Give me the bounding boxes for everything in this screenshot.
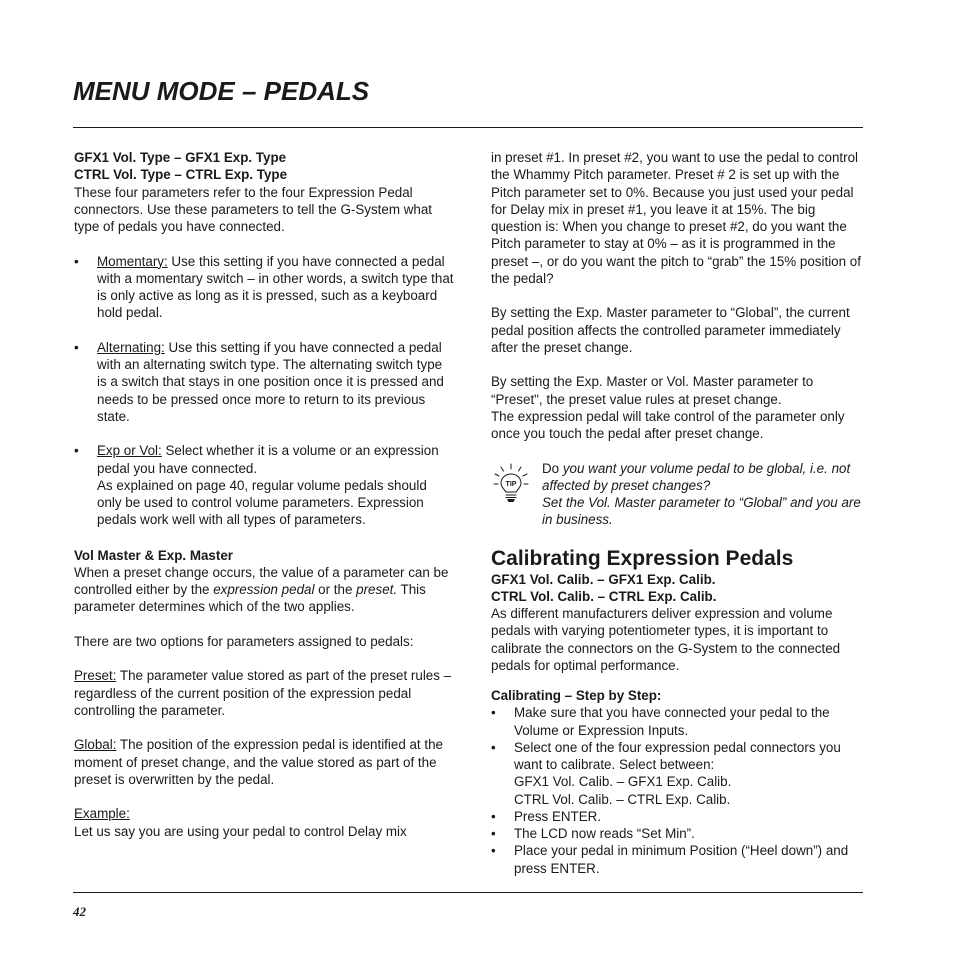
options-intro: There are two options for parameters assigned to pedals: [74,633,414,649]
top-divider [73,127,863,128]
global-option [74,736,454,788]
list-item [74,253,454,322]
emphasis-text: preset. [356,582,398,597]
term-description: Use this setting if you have connected a pedal with an alternating switch type. The alternating switch type is a switch that stays in one position once it is pressed and needs to be pressed once more to return to its previous state. [97,339,444,424]
example-label [74,805,454,822]
bullet: • [74,443,79,459]
left-column [74,149,454,840]
parameter-heading: GFX1 Vol. Type – GFX1 Exp. Type [74,150,287,165]
term-description: Use this setting if you have connected a pedal with a momentary switch – in other words, a switch type that is only active as long as it is pressed, such as a keyboard hold pedal. [97,253,454,321]
master-paragraph [74,564,454,616]
term-description: The position of the expression pedal is identified at the moment of preset change, and the value stored as part of the preset is overwritten by the pedal. [74,737,443,787]
preset-explanation-continued: The expression pedal will take control of the parameter only once you touch the pedal after preset change. [491,408,845,441]
tip-lightbulb-icon [493,462,529,504]
bullet: • [491,808,496,824]
step-subitem: GFX1 Vol. Calib. – GFX1 Exp. Calib. [514,774,732,790]
step-text: Select one of the four expression pedal connectors you want to calibrate. Select between: [514,739,841,772]
list-item [491,704,863,739]
text-run: Do [542,460,560,476]
text-run: When a preset change occurs, the value of a parameter can be controlled either by the [74,564,449,597]
calibration-steps-list [491,704,863,877]
term-note: As explained on page 40, regular volume pedals should only be used to control volume parameters. Expression pedals work well with all types of parameters. [97,477,427,528]
term-label: Momentary: [97,253,168,269]
page-number: 42 [73,904,86,919]
term-label: Example: [74,806,130,822]
list-item [491,842,863,877]
steps-heading: Calibrating – Step by Step: [491,688,662,703]
tip-box [491,460,863,529]
right-column [491,149,863,877]
section-subheading: Vol Master & Exp. Master [74,547,234,563]
section-heading: Calibrating Expression Pedals [491,546,794,570]
pedal-type-list [74,253,454,529]
bullet: • [491,705,496,721]
bullet: • [491,739,496,755]
bullet: • [491,843,496,859]
step-text: The LCD now reads “Set Min”. [514,826,695,841]
calibration-intro: As different manufacturers deliver expression and volume pedals with varying potentiometer types, it is important to calibrate the connectors on the G-System to the connected pedals for optimal performance. [491,606,841,673]
term-label: Alternating: [97,339,165,355]
example-text: Let us say you are using your pedal to control Delay mix [74,823,407,839]
term-label: Preset: [74,668,117,684]
text-run: This parameter determines which of the two applies. [74,582,426,615]
bullet: • [491,826,496,841]
list-item [74,339,454,425]
example-continued-paragraph: in preset #1. In preset #2, you want to use the pedal to control the Whammy Pitch parameter. Preset # 2 is set up with the Pitch parameter set to 0%. Because you just used your pedal for Delay mix in preset #1, you leave it at 15%. The big question is: When you change to preset #2, do you want the Pitch parameter to stay at 0% – as it is programmed in the preset –, or do you want the pitch to “grab” the 15% position of the pedal? [491,150,861,286]
bullet: • [74,253,79,269]
intro-paragraph: These four parameters refer to the four Expression Pedal connectors. Use these parameters to tell the G-System what type of pedals you have connected. [74,184,432,234]
step-text: Press ENTER. [514,808,602,824]
preset-option [74,667,454,719]
text-run: or the [314,582,357,597]
parameter-heading: CTRL Vol. Type – CTRL Exp. Type [74,167,288,183]
tip-answer: Set the Vol. Master parameter to “Global” and you are in business. [542,495,861,528]
tip-icon-label: TIP [505,480,517,488]
step-text: Make sure that you have connected your pedal to the Volume or Expression Inputs. [514,705,830,738]
list-item [491,739,863,808]
parameter-heading: CTRL Vol. Calib. – CTRL Exp. Calib. [491,588,717,604]
term-description: The parameter value stored as part of the preset rules – regardless of the current position of the expression pedal controlling the parameter. [74,668,452,718]
page-title: MENU MODE – PEDALS [73,76,370,106]
preset-explanation: By setting the Exp. Master or Vol. Master parameter to “Preset", the preset value rules at preset change. [491,374,814,407]
bottom-divider [73,892,863,893]
bullet: • [74,339,79,355]
parameter-heading: GFX1 Vol. Calib. – GFX1 Exp. Calib. [491,571,716,587]
term-description: Select whether it is a volume or an expression pedal you have connected. [97,443,439,476]
term-label: Exp or Vol: [97,443,162,459]
tip-question [542,460,863,495]
global-explanation: By setting the Exp. Master parameter to “Global”, the current pedal position affects the controlled parameter immediately after the preset change. [491,305,850,355]
emphasis-text: you want your volume pedal to be global, i.e. not affected by preset changes? [542,460,851,493]
step-text: Place your pedal in minimum Position (“Heel down”) and press ENTER. [514,843,849,876]
emphasis-text: expression pedal [213,582,315,597]
term-label: Global: [74,737,117,753]
list-item [491,825,863,842]
step-subitem: CTRL Vol. Calib. – CTRL Exp. Calib. [514,791,731,807]
list-item [74,442,454,528]
list-item [491,808,863,825]
